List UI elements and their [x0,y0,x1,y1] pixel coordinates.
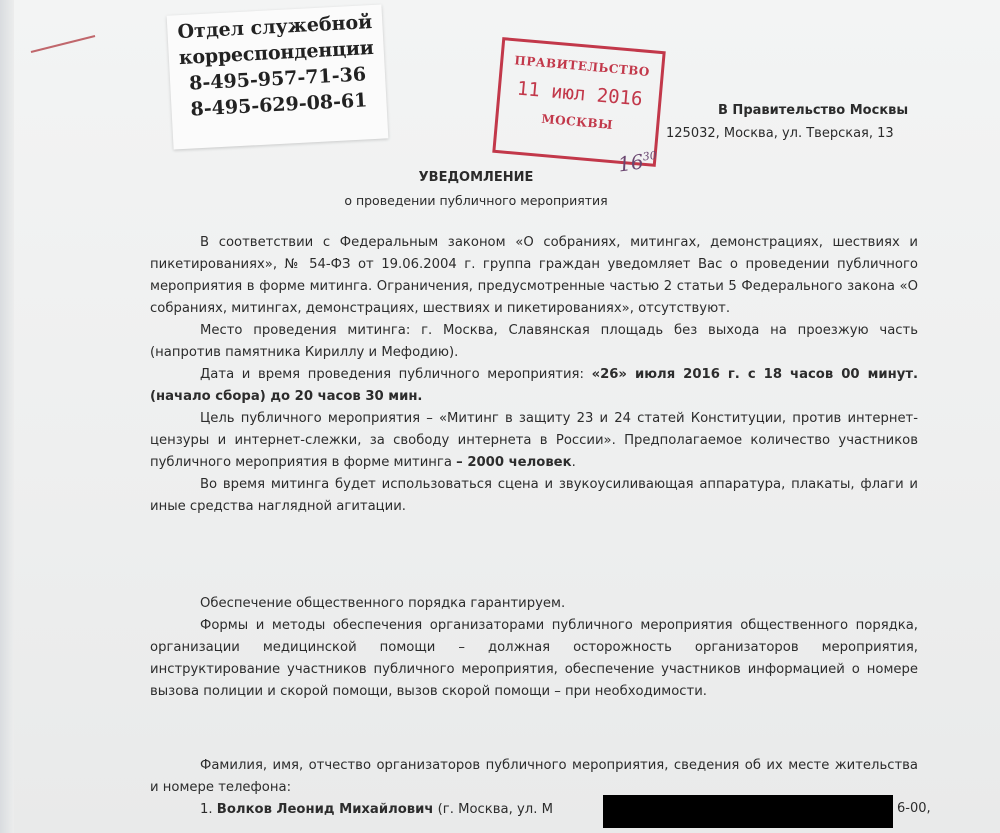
sticker-phone-2: 8-495-629-08-61 [190,89,368,121]
correspondence-sticker [167,4,389,149]
participants-count: – 2000 человек [456,455,572,470]
body-section-1 [150,232,918,518]
paragraph-order-methods: Формы и методы обеспечения организаторами публичного мероприятия общественного порядка, организации медицинской помощи – должная осторожность организаторов мероприятия, инструктирование участников публичного мероприятия, обеспечение участников информацией о номере вызова полиции и скорой помощи, вызов скорой помощи – при необходимости. [150,618,918,699]
paragraph-purpose [150,408,918,474]
handwritten-superscript: 30 [641,148,658,164]
stamp-date: 11 июл 2016 [516,77,644,111]
paragraph-equipment: Во время митинга будет использоваться сцена и звукоусиливающая аппаратура, плакаты, флаги и иные средства наглядной агитации. [150,477,918,514]
redaction-bar [603,795,893,828]
sticker-phone-1: 8-495-957-71-36 [188,63,367,95]
pen-mark [31,35,96,53]
body-section-2 [150,593,918,703]
stamp-top-text: ПРАВИТЕЛЬСТВО [513,53,651,80]
stamp-bottom-text: МОСКВЫ [540,111,614,133]
purpose-end: . [571,455,576,470]
document-subtitle: о проведении публичного мероприятия [344,193,608,208]
paragraph-order-guarantee: Обеспечение общественного порядка гарантируем. [200,596,566,611]
organizer-number: 1. [200,802,213,817]
document-title: УВЕДОМЛЕНИЕ [418,170,534,185]
sticker-line-1: Отдел служебной [177,10,373,44]
handwritten-main: 16 [616,149,646,177]
paragraph-organizers: Фамилия, имя, отчество организаторов публичного мероприятия, сведения об их месте жительства и номере телефона: [150,758,918,795]
paragraph-location: Место проведения митинга: г. Москва, Славянская площадь без выхода на проезжую часть (напротив памятника Кириллу и Мефодию). [150,323,918,360]
page-edge [0,0,14,833]
addressee-name: В Правительство Москвы [718,103,909,118]
date-time-label: Дата и время проведения публичного мероприятия: [200,367,592,382]
organizer-name: Волков Леонид Михайлович [216,802,434,817]
sticker-line-2: корреспонденции [178,36,375,70]
addressee-block [666,103,936,141]
organizer-address: (г. Москва, ул. М [433,802,553,817]
organizer-tail: 6-00, [897,801,931,816]
date-time-value: «26» июля 2016 г. с 18 часов 00 минут. (начало сбора) до 20 часов 30 мин. [150,367,918,404]
paragraph-legal-basis: В соответствии с Федеральным законом «О собраниях, митингах, демонстрациях, шествиях и пикетированиях», № 54-ФЗ от 19.06.2004 г. группа граждан уведомляет Вас о проведении публичного мероприятия в форме митинга. Ограничения, предусмотренные частью 2 статьи 5 Федерального закона «О собраниях, митингах, демонстрациях, шествиях и пикетированиях», отсутствуют. [150,235,918,316]
government-stamp [492,37,665,167]
addressee-address: 125032, Москва, ул. Тверская, 13 [666,126,894,141]
paragraph-date-time [150,364,918,408]
purpose-text: Цель публичного мероприятия – «Митинг в защиту 23 и 24 статей Конституции, против интернет-цензуры и интернет-слежки, за свободу интернета в России». Предполагаемое количество участников публичного мероприятия в форме митинга [150,411,918,470]
